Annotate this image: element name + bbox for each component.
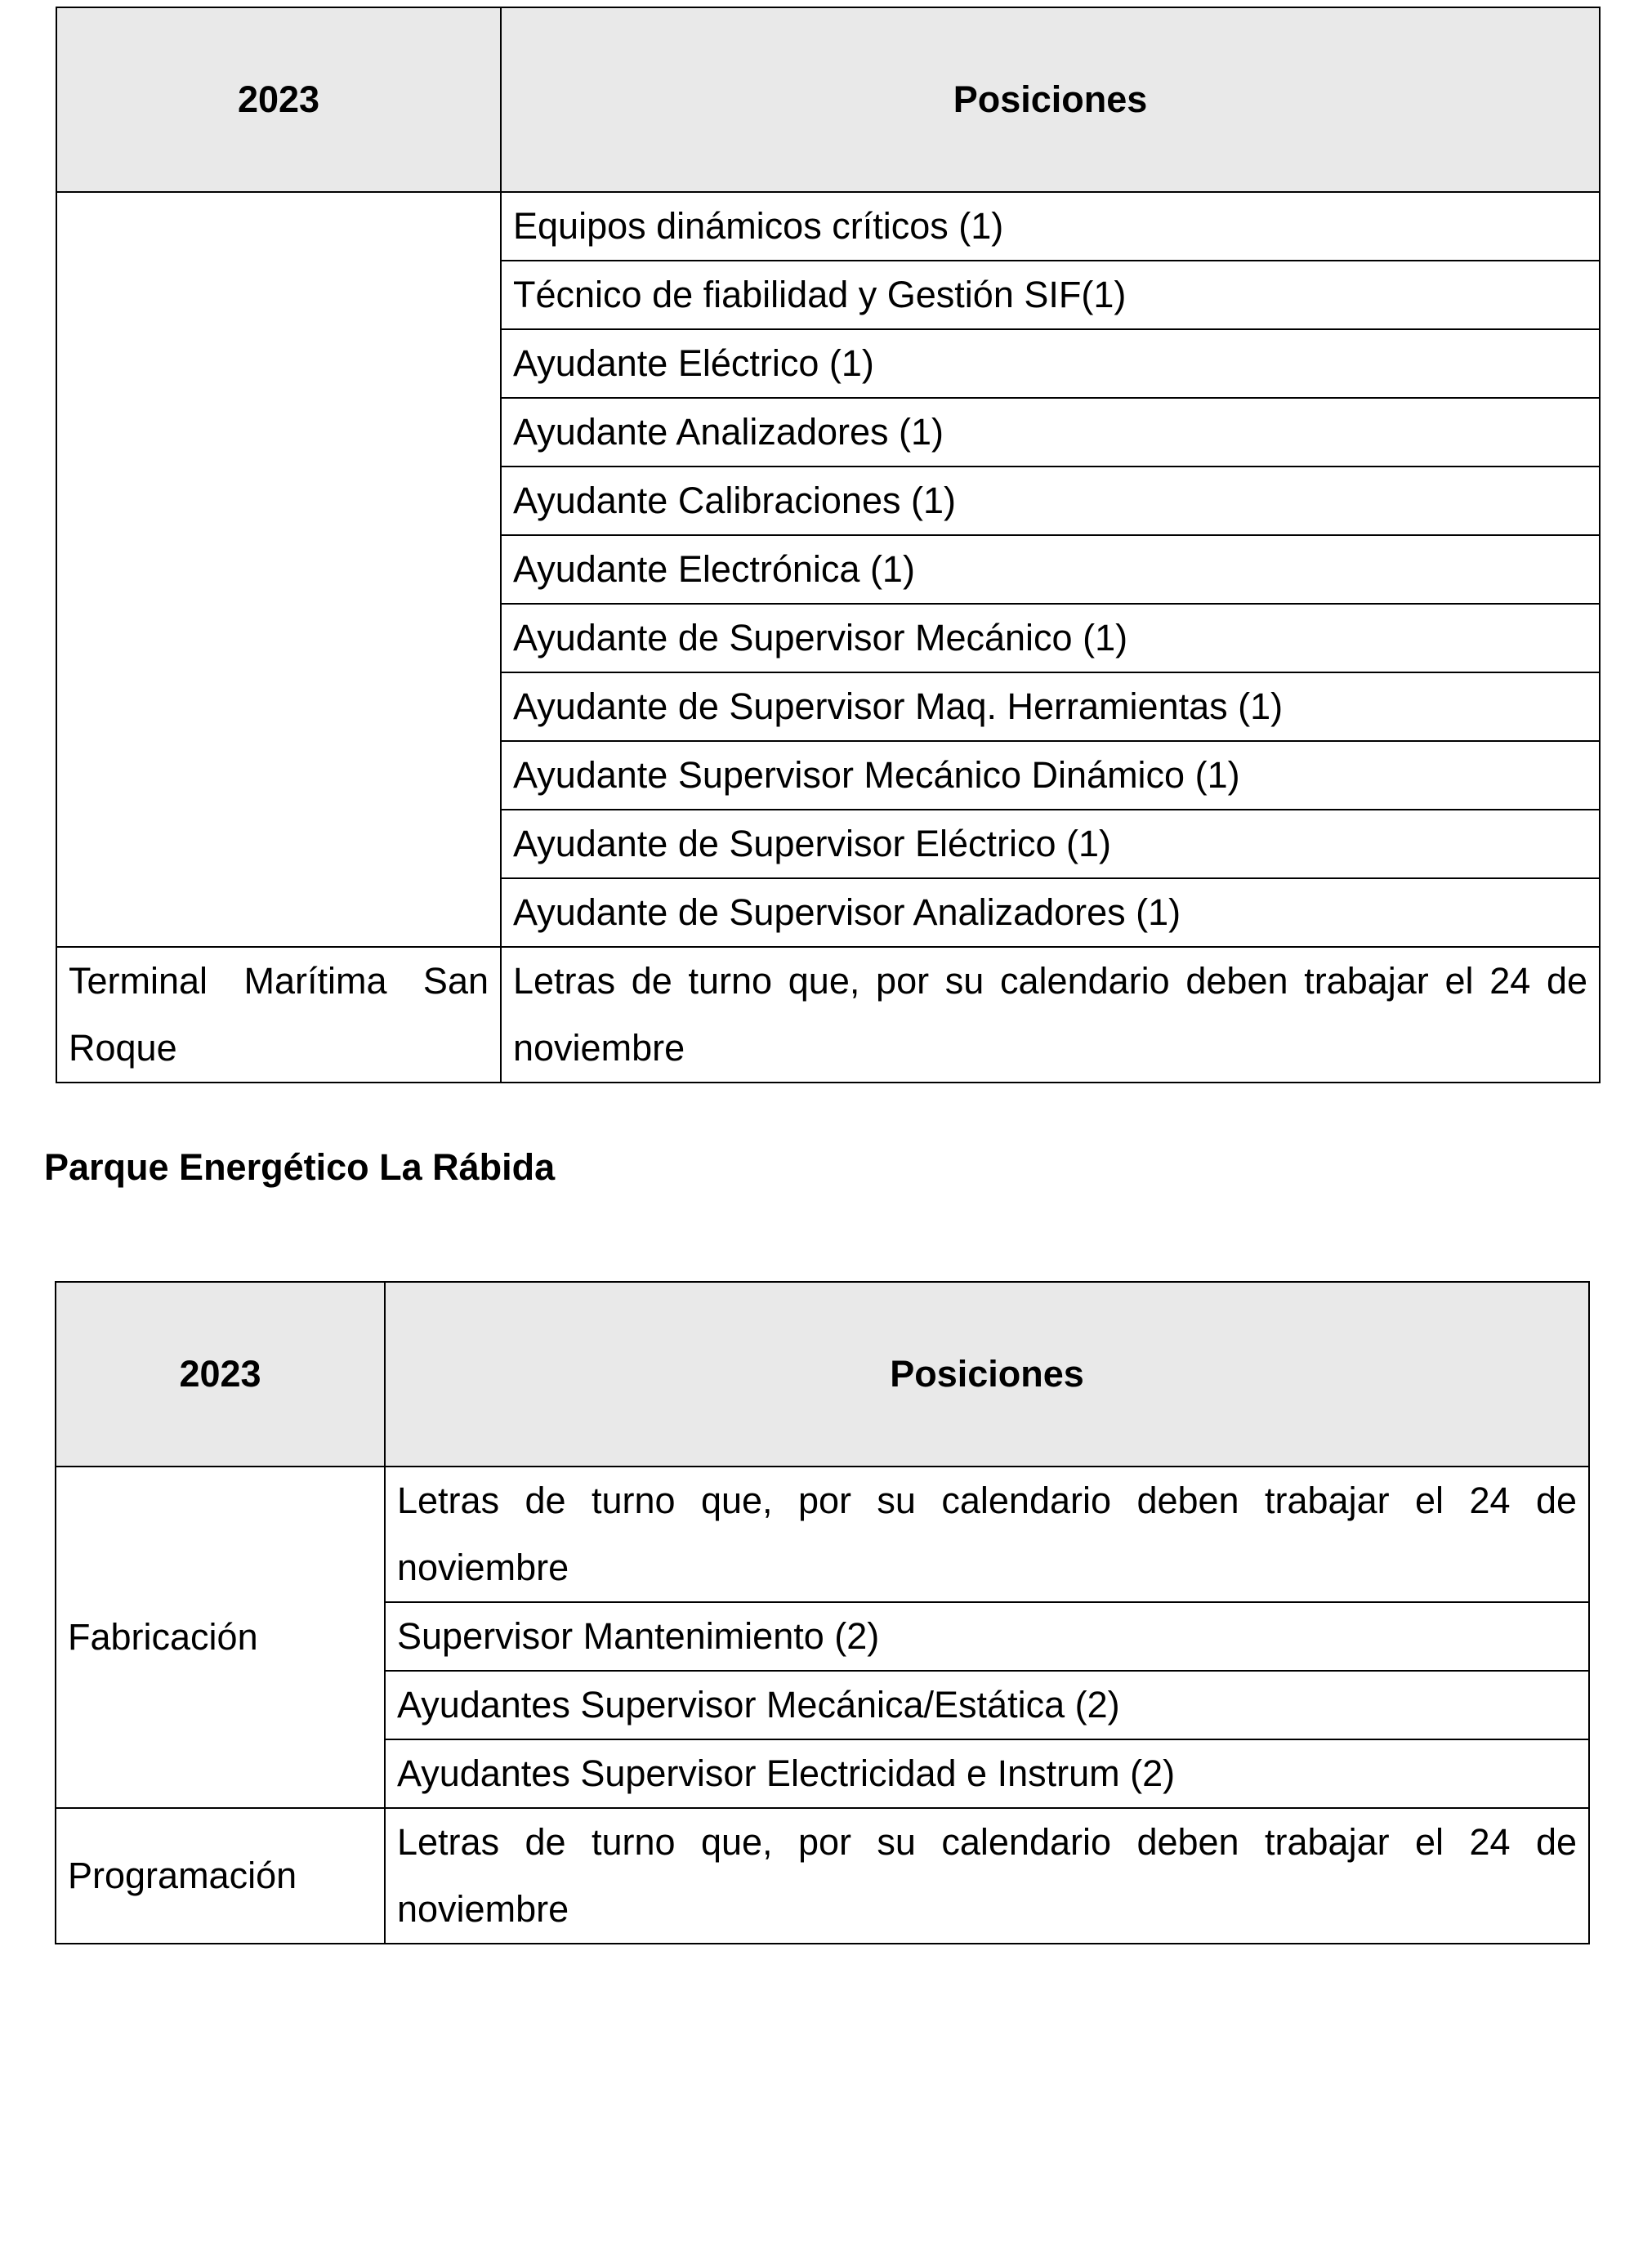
position-cell: Ayudante Calibraciones (1) <box>501 467 1600 535</box>
position-cell: Ayudantes Supervisor Electricidad e Instrum (2) <box>385 1739 1589 1808</box>
position-cell: Ayudante Supervisor Mecánico Dinámico (1) <box>501 741 1600 810</box>
table-header-row <box>56 1282 1589 1467</box>
year-header: 2023 <box>56 1282 385 1467</box>
position-cell: Ayudante de Supervisor Eléctrico (1) <box>501 810 1600 878</box>
position-cell: Equipos dinámicos críticos (1) <box>501 192 1600 261</box>
position-cell: Ayudante de Supervisor Analizadores (1) <box>501 878 1600 947</box>
programacion-label-cell: Programación <box>56 1808 385 1944</box>
terminal-text-cell: Letras de turno que, por su calendario deben trabajar el 24 de noviembre <box>501 947 1600 1083</box>
positions-table-1 <box>56 7 1601 1083</box>
positions-table-2 <box>55 1281 1590 1944</box>
table-header-row <box>56 7 1600 192</box>
position-cell: Supervisor Mantenimiento (2) <box>385 1602 1589 1671</box>
positions-header: Posiciones <box>501 7 1600 192</box>
terminal-label-cell: Terminal Marítima San Roque <box>56 947 501 1083</box>
table-row <box>56 947 1600 1083</box>
empty-category-cell <box>56 192 501 947</box>
table-row <box>56 192 1600 261</box>
year-header: 2023 <box>56 7 501 192</box>
position-cell: Técnico de fiabilidad y Gestión SIF(1) <box>501 261 1600 329</box>
programacion-text-cell: Letras de turno que, por su calendario deben trabajar el 24 de noviembre <box>385 1808 1589 1944</box>
table-row <box>56 1467 1589 1602</box>
position-cell: Letras de turno que, por su calendario deben trabajar el 24 de noviembre <box>385 1467 1589 1602</box>
position-cell: Ayudante de Supervisor Maq. Herramientas (1) <box>501 672 1600 741</box>
fabricacion-label-cell: Fabricación <box>56 1467 385 1808</box>
position-cell: Ayudante Electrónica (1) <box>501 535 1600 604</box>
position-cell: Ayudantes Supervisor Mecánica/Estática (2) <box>385 1671 1589 1739</box>
table-row <box>56 1808 1589 1944</box>
position-cell: Ayudante Analizadores (1) <box>501 398 1600 467</box>
position-cell: Ayudante de Supervisor Mecánico (1) <box>501 604 1600 672</box>
position-cell: Ayudante Eléctrico (1) <box>501 329 1600 398</box>
section-heading: Parque Energético La Rábida <box>44 1146 556 1188</box>
positions-header: Posiciones <box>385 1282 1589 1467</box>
